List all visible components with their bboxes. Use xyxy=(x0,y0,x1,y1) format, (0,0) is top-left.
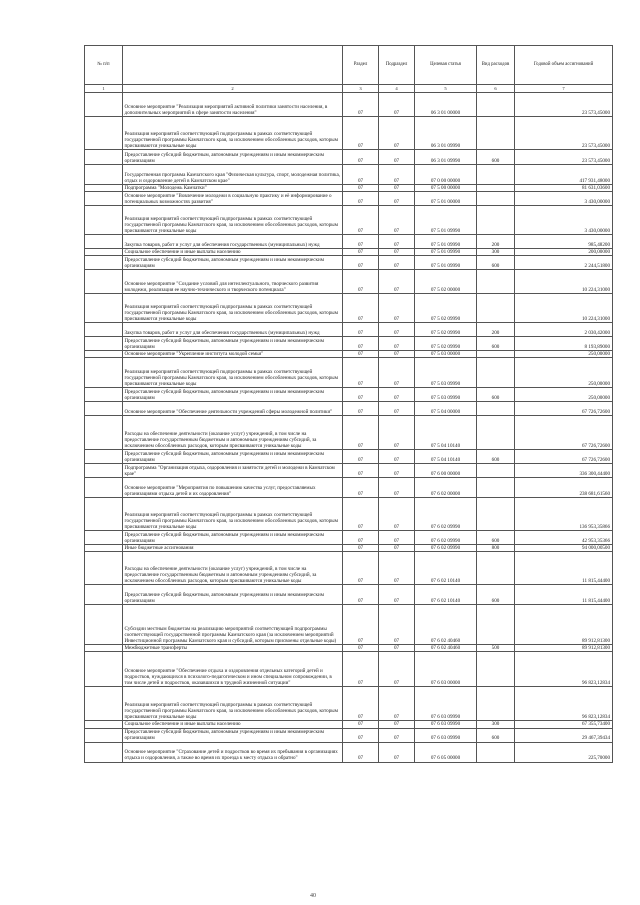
row-amount-cell: 417 931,48000 xyxy=(515,165,613,185)
header-subsection: Подраздел xyxy=(379,46,415,85)
index-cell: 4 xyxy=(379,85,415,93)
row-section-cell: 07 xyxy=(343,652,379,687)
header-section: Раздел xyxy=(343,46,379,85)
row-name-cell: Основное мероприятие "Обеспечение отдыха и оздоровления отдельных категорий детей и подростков, нуждающихся в психолого-педагогическом и ином специальном сопровождении, в том числе детей и подростков, оказавшихся в трудной жизненной ситуации" xyxy=(123,652,343,687)
row-target-article-cell: 07 6 02 09990 xyxy=(415,545,477,552)
row-target-article-cell: 07 6 02 10140 xyxy=(415,552,477,585)
row-target-article-cell: 07 6 02 00000 xyxy=(415,478,477,498)
row-subsection-cell: 07 xyxy=(379,150,415,165)
row-name-cell: Расходы на обеспечение деятельности (оказание услуг) учреждений, в том числе на предоставление государственным бюджетным и автономным учреждениям субсидий, за исключением обособленных расходов, которым присваиваются уникальные коды xyxy=(123,416,343,450)
row-name-cell: Основное мероприятие "Реализация мероприятий активной политики занятости населения, в дополнительных мероприятий в сфере занятости населения" xyxy=(123,93,343,117)
row-name-cell: Закупка товаров, работ и услуг для обеспечения государственных (муниципальных) нужд xyxy=(123,323,343,337)
row-section-cell: 07 xyxy=(343,645,379,652)
row-amount-cell: 89 912,81300 xyxy=(515,605,613,645)
row-name-cell: Основное мероприятие "Обеспечение деятельности учреждений сферы молодежной политики" xyxy=(123,402,343,416)
row-num-cell xyxy=(85,728,123,742)
row-amount-cell: 200,00000 xyxy=(515,249,613,256)
row-num-cell xyxy=(85,545,123,552)
row-name-cell: Социальное обеспечение и иные выплаты населению xyxy=(123,721,343,728)
row-target-article-cell: 07 5 01 09990 xyxy=(415,235,477,249)
row-section-cell: 07 xyxy=(343,388,379,402)
row-target-article-cell: 07 6 02 40460 xyxy=(415,645,477,652)
row-section-cell: 07 xyxy=(343,464,379,478)
row-num-cell xyxy=(85,249,123,256)
row-section-cell: 07 xyxy=(343,545,379,552)
row-num-cell xyxy=(85,185,123,192)
row-subsection-cell: 07 xyxy=(379,294,415,323)
table-row xyxy=(85,464,613,478)
row-section-cell: 07 xyxy=(343,498,379,531)
row-target-article-cell: 07 5 01 09990 xyxy=(415,256,477,270)
table-row xyxy=(85,498,613,531)
row-num-cell xyxy=(85,478,123,498)
row-num-cell xyxy=(85,552,123,585)
row-target-article-cell: 06 3 01 09990 xyxy=(415,150,477,165)
table-row xyxy=(85,416,613,450)
row-section-cell: 07 xyxy=(343,235,379,249)
row-amount-cell: 81 631,03600 xyxy=(515,185,613,192)
table-row xyxy=(85,742,613,762)
row-amount-cell: 250,00000 xyxy=(515,351,613,358)
row-section-cell: 07 xyxy=(343,185,379,192)
table-row xyxy=(85,402,613,416)
row-target-article-cell: 07 5 00 00000 xyxy=(415,185,477,192)
table-row xyxy=(85,358,613,388)
row-target-article-cell: 07 6 00 00000 xyxy=(415,464,477,478)
row-num-cell xyxy=(85,351,123,358)
row-target-article-cell: 07 6 03 09990 xyxy=(415,728,477,742)
row-name-cell: Реализация мероприятий соответствующей подпрограммы в рамках соответствующей государственной программы Камчатского края, за исключением обособленных расходов, которым присваиваются уникальные коды xyxy=(123,117,343,150)
row-name-cell: Основное мероприятие "Вовлечение молодежи в социальную практику и её информирование о потенциальных возможностях развития" xyxy=(123,192,343,206)
row-section-cell: 07 xyxy=(343,605,379,645)
row-subsection-cell: 07 xyxy=(379,531,415,545)
table-row xyxy=(85,294,613,323)
row-section-cell: 07 xyxy=(343,150,379,165)
row-amount-cell: 336 300,44400 xyxy=(515,464,613,478)
row-target-article-cell: 07 5 02 09990 xyxy=(415,337,477,351)
row-expense-type-cell: 600 xyxy=(477,337,515,351)
row-expense-type-cell xyxy=(477,402,515,416)
table-row xyxy=(85,605,613,645)
row-amount-cell: 2 244,51800 xyxy=(515,256,613,270)
row-amount-cell: 3 430,00000 xyxy=(515,206,613,235)
row-subsection-cell: 07 xyxy=(379,337,415,351)
row-name-cell: Предоставление субсидий бюджетным, автономным учреждениям и иным некоммерческим организациям xyxy=(123,150,343,165)
row-subsection-cell: 07 xyxy=(379,192,415,206)
row-name-cell: Предоставление субсидий бюджетным, автономным учреждениям и иным некоммерческим организациям xyxy=(123,531,343,545)
row-name-cell: Межбюджетные трансферты xyxy=(123,645,343,652)
row-num-cell xyxy=(85,358,123,388)
table-row xyxy=(85,478,613,498)
row-subsection-cell: 07 xyxy=(379,235,415,249)
row-section-cell: 07 xyxy=(343,478,379,498)
table-row xyxy=(85,687,613,721)
row-num-cell xyxy=(85,165,123,185)
row-amount-cell: 136 953,35866 xyxy=(515,498,613,531)
table-row xyxy=(85,652,613,687)
row-name-cell: Социальное обеспечение и иные выплаты населению xyxy=(123,249,343,256)
row-subsection-cell: 07 xyxy=(379,185,415,192)
row-expense-type-cell: 200 xyxy=(477,323,515,337)
row-target-article-cell: 07 5 03 09990 xyxy=(415,358,477,388)
page-number: 40 xyxy=(310,893,316,899)
table-row xyxy=(85,323,613,337)
index-cell: 7 xyxy=(515,85,613,93)
row-expense-type-cell: 300 xyxy=(477,721,515,728)
row-amount-cell: 985,48200 xyxy=(515,235,613,249)
row-expense-type-cell xyxy=(477,652,515,687)
row-subsection-cell: 07 xyxy=(379,117,415,150)
row-name-cell: Субсидии местным бюджетам на реализацию мероприятий соответствующей подпрограммы соответствующей государственной программы Камчатского края (за исключением мероприятий Инвестиционной программы Камчатского края и субсидий, которым присвоены отдельные коды) xyxy=(123,605,343,645)
row-section-cell: 07 xyxy=(343,402,379,416)
table-index-row xyxy=(85,85,613,93)
row-section-cell: 07 xyxy=(343,165,379,185)
row-target-article-cell: 07 5 01 09990 xyxy=(415,249,477,256)
row-name-cell: Основное мероприятие "Создание условий для интеллектуального, творческого развития молодежи, реализация ее научно-технического и творческого потенциала" xyxy=(123,270,343,294)
row-num-cell xyxy=(85,416,123,450)
row-subsection-cell: 07 xyxy=(379,545,415,552)
index-cell: 5 xyxy=(415,85,477,93)
row-expense-type-cell xyxy=(477,416,515,450)
row-num-cell xyxy=(85,117,123,150)
table-body xyxy=(85,93,613,763)
row-expense-type-cell: 600 xyxy=(477,531,515,545)
table-row xyxy=(85,552,613,585)
row-section-cell: 07 xyxy=(343,294,379,323)
row-section-cell: 07 xyxy=(343,249,379,256)
row-num-cell xyxy=(85,652,123,687)
row-expense-type-cell xyxy=(477,206,515,235)
row-name-cell: Предоставление субсидий бюджетным, автономным учреждениям и иным некоммерческим организациям xyxy=(123,450,343,464)
row-amount-cell: 94 000,00500 xyxy=(515,545,613,552)
row-num-cell xyxy=(85,388,123,402)
row-num-cell xyxy=(85,192,123,206)
row-name-cell: Государственная программа Камчатского края "Физическая культура, спорт, молодежная политика, отдых и оздоровление детей в Камчатском крае" xyxy=(123,165,343,185)
row-name-cell: Реализация мероприятий соответствующей подпрограммы в рамках соответствующей государственной программы Камчатского края, за исключением обособленных расходов, которым присваиваются уникальные коды xyxy=(123,687,343,721)
row-section-cell: 07 xyxy=(343,117,379,150)
row-num-cell xyxy=(85,721,123,728)
row-num-cell xyxy=(85,742,123,762)
row-section-cell: 07 xyxy=(343,270,379,294)
row-num-cell xyxy=(85,337,123,351)
row-subsection-cell: 07 xyxy=(379,652,415,687)
row-target-article-cell: 07 6 05 00000 xyxy=(415,742,477,762)
row-section-cell: 07 xyxy=(343,206,379,235)
row-target-article-cell: 07 5 02 09990 xyxy=(415,323,477,337)
row-amount-cell: 8 193,89000 xyxy=(515,337,613,351)
row-num-cell xyxy=(85,450,123,464)
table-row xyxy=(85,117,613,150)
table-row xyxy=(85,388,613,402)
table-row xyxy=(85,645,613,652)
row-expense-type-cell: 500 xyxy=(477,645,515,652)
row-target-article-cell: 07 5 04 00000 xyxy=(415,402,477,416)
row-amount-cell: 29 467,39434 xyxy=(515,728,613,742)
row-expense-type-cell xyxy=(477,464,515,478)
row-subsection-cell: 07 xyxy=(379,721,415,728)
row-expense-type-cell: 600 xyxy=(477,256,515,270)
row-section-cell: 07 xyxy=(343,721,379,728)
row-expense-type-cell xyxy=(477,185,515,192)
budget-table xyxy=(84,45,613,763)
row-target-article-cell: 07 6 03 09990 xyxy=(415,721,477,728)
row-num-cell xyxy=(85,687,123,721)
table-row xyxy=(85,450,613,464)
row-section-cell: 07 xyxy=(343,531,379,545)
table-row xyxy=(85,256,613,270)
row-expense-type-cell: 600 xyxy=(477,585,515,605)
row-section-cell: 07 xyxy=(343,728,379,742)
row-num-cell xyxy=(85,150,123,165)
row-num-cell xyxy=(85,645,123,652)
table-row xyxy=(85,728,613,742)
row-subsection-cell: 07 xyxy=(379,206,415,235)
row-expense-type-cell: 600 xyxy=(477,450,515,464)
row-section-cell: 07 xyxy=(343,93,379,117)
row-expense-type-cell xyxy=(477,742,515,762)
row-amount-cell: 23 573,45000 xyxy=(515,93,613,117)
row-expense-type-cell xyxy=(477,351,515,358)
row-section-cell: 07 xyxy=(343,687,379,721)
row-expense-type-cell xyxy=(477,93,515,117)
row-name-cell: Подпрограмма "Организация отдыха, оздоровления и занятости детей и молодежи в Камчатском крае" xyxy=(123,464,343,478)
row-expense-type-cell: 600 xyxy=(477,728,515,742)
row-target-article-cell: 07 6 02 09990 xyxy=(415,498,477,531)
row-num-cell xyxy=(85,270,123,294)
row-amount-cell: 2 030,42000 xyxy=(515,323,613,337)
row-expense-type-cell: 300 xyxy=(477,249,515,256)
row-target-article-cell: 07 5 03 00000 xyxy=(415,351,477,358)
row-subsection-cell: 07 xyxy=(379,256,415,270)
row-amount-cell: 11 815,44400 xyxy=(515,585,613,605)
row-section-cell: 07 xyxy=(343,416,379,450)
row-expense-type-cell xyxy=(477,552,515,585)
row-expense-type-cell xyxy=(477,358,515,388)
table-row xyxy=(85,351,613,358)
row-name-cell: Реализация мероприятий соответствующей подпрограммы в рамках соответствующей государственной программы Камчатского края, за исключением обособленных расходов, которым присваиваются уникальные коды xyxy=(123,498,343,531)
row-subsection-cell: 07 xyxy=(379,402,415,416)
row-target-article-cell: 07 5 03 09990 xyxy=(415,388,477,402)
header-annual-amount: Годовой объем ассигнований xyxy=(515,46,613,85)
index-cell: 6 xyxy=(477,85,515,93)
row-target-article-cell: 07 6 02 40460 xyxy=(415,605,477,645)
table-row xyxy=(85,235,613,249)
row-expense-type-cell xyxy=(477,294,515,323)
row-name-cell: Иные бюджетные ассигнования xyxy=(123,545,343,552)
row-target-article-cell: 07 6 03 00000 xyxy=(415,652,477,687)
row-name-cell: Предоставление субсидий бюджетным, автономным учреждениям и иным некоммерческим организациям xyxy=(123,337,343,351)
row-expense-type-cell xyxy=(477,478,515,498)
row-num-cell xyxy=(85,402,123,416)
row-amount-cell: 10 224,31000 xyxy=(515,294,613,323)
row-amount-cell: 10 224,31000 xyxy=(515,270,613,294)
row-expense-type-cell: 600 xyxy=(477,150,515,165)
row-subsection-cell: 07 xyxy=(379,464,415,478)
row-expense-type-cell xyxy=(477,605,515,645)
row-section-cell: 07 xyxy=(343,192,379,206)
table-header-row xyxy=(85,46,613,85)
row-amount-cell: 96 823,12834 xyxy=(515,687,613,721)
row-name-cell: Основное мероприятие "Страхование детей и подростков во время их пребывания в организациях отдыха и оздоровления, а также во время их проезда к месту отдыха и обратно" xyxy=(123,742,343,762)
row-num-cell xyxy=(85,206,123,235)
row-name-cell: Предоставление субсидий бюджетным, автономным учреждениям и иным некоммерческим организациям xyxy=(123,728,343,742)
row-subsection-cell: 07 xyxy=(379,645,415,652)
row-num-cell xyxy=(85,294,123,323)
row-subsection-cell: 07 xyxy=(379,416,415,450)
table-row xyxy=(85,93,613,117)
row-section-cell: 07 xyxy=(343,256,379,270)
row-section-cell: 07 xyxy=(343,585,379,605)
row-num-cell xyxy=(85,498,123,531)
row-amount-cell: 67 355,73400 xyxy=(515,721,613,728)
row-expense-type-cell: 600 xyxy=(477,388,515,402)
row-amount-cell: 225,70000 xyxy=(515,742,613,762)
row-subsection-cell: 07 xyxy=(379,498,415,531)
row-subsection-cell: 07 xyxy=(379,450,415,464)
table-row xyxy=(85,206,613,235)
row-expense-type-cell xyxy=(477,498,515,531)
row-target-article-cell: 07 0 00 00000 xyxy=(415,165,477,185)
row-section-cell: 07 xyxy=(343,337,379,351)
row-expense-type-cell xyxy=(477,270,515,294)
row-subsection-cell: 07 xyxy=(379,585,415,605)
row-name-cell: Реализация мероприятий соответствующей подпрограммы в рамках соответствующей государственной программы Камчатского края, за исключением обособленных расходов, которым присваиваются уникальные коды xyxy=(123,294,343,323)
row-name-cell: Реализация мероприятий соответствующей подпрограммы в рамках соответствующей государственной программы Камчатского края, за исключением обособленных расходов, которым присваиваются уникальные коды xyxy=(123,206,343,235)
row-section-cell: 07 xyxy=(343,742,379,762)
row-amount-cell: 67 726,72600 xyxy=(515,402,613,416)
row-target-article-cell: 07 5 02 00000 xyxy=(415,270,477,294)
row-section-cell: 07 xyxy=(343,450,379,464)
row-target-article-cell: 07 5 01 09990 xyxy=(415,206,477,235)
table-row xyxy=(85,165,613,185)
row-subsection-cell: 07 xyxy=(379,742,415,762)
row-subsection-cell: 07 xyxy=(379,351,415,358)
row-num-cell xyxy=(85,323,123,337)
budget-table-page xyxy=(84,45,612,763)
row-subsection-cell: 07 xyxy=(379,478,415,498)
row-name-cell: Предоставление субсидий бюджетным, автономным учреждениям и иным некоммерческим организациям xyxy=(123,585,343,605)
table-row xyxy=(85,249,613,256)
row-name-cell: Реализация мероприятий соответствующей подпрограммы в рамках соответствующей государственной программы Камчатского края, за исключением обособленных расходов, которым присваиваются уникальные коды xyxy=(123,358,343,388)
row-num-cell xyxy=(85,464,123,478)
row-expense-type-cell xyxy=(477,687,515,721)
table-row xyxy=(85,150,613,165)
row-target-article-cell: 07 5 04 10140 xyxy=(415,450,477,464)
row-num-cell xyxy=(85,256,123,270)
row-name-cell: Закупка товаров, работ и услуг для обеспечения государственных (муниципальных) нужд xyxy=(123,235,343,249)
header-target-article: Целевая статья xyxy=(415,46,477,85)
header-expense-type: Вид расходов xyxy=(477,46,515,85)
row-subsection-cell: 07 xyxy=(379,388,415,402)
table-row xyxy=(85,721,613,728)
row-amount-cell: 23 573,45000 xyxy=(515,117,613,150)
index-cell: 1 xyxy=(85,85,123,93)
row-subsection-cell: 07 xyxy=(379,687,415,721)
row-name-cell: Предоставление субсидий бюджетным, автономным учреждениям и иным некоммерческим организациям xyxy=(123,388,343,402)
row-target-article-cell: 07 6 02 09990 xyxy=(415,531,477,545)
row-num-cell xyxy=(85,585,123,605)
row-amount-cell: 3 430,00000 xyxy=(515,192,613,206)
table-row xyxy=(85,270,613,294)
row-subsection-cell: 07 xyxy=(379,270,415,294)
row-num-cell xyxy=(85,93,123,117)
table-row xyxy=(85,545,613,552)
row-section-cell: 07 xyxy=(343,351,379,358)
row-amount-cell: 238 681,61560 xyxy=(515,478,613,498)
row-amount-cell: 42 953,35366 xyxy=(515,531,613,545)
row-expense-type-cell xyxy=(477,165,515,185)
row-expense-type-cell: 800 xyxy=(477,545,515,552)
row-target-article-cell: 06 3 01 00000 xyxy=(415,93,477,117)
row-subsection-cell: 07 xyxy=(379,323,415,337)
row-amount-cell: 250,00000 xyxy=(515,388,613,402)
row-num-cell xyxy=(85,235,123,249)
row-section-cell: 07 xyxy=(343,323,379,337)
row-subsection-cell: 07 xyxy=(379,93,415,117)
row-amount-cell: 23 573,45000 xyxy=(515,150,613,165)
row-amount-cell: 67 726,72600 xyxy=(515,450,613,464)
row-amount-cell: 11 815,44400 xyxy=(515,552,613,585)
row-subsection-cell: 07 xyxy=(379,165,415,185)
row-target-article-cell: 07 6 02 10140 xyxy=(415,585,477,605)
row-amount-cell: 67 726,72600 xyxy=(515,416,613,450)
row-name-cell: Основное мероприятие "Мероприятия по повышению качества услуг, предоставляемых организациями отдыха детей и их оздоровления" xyxy=(123,478,343,498)
table-row xyxy=(85,192,613,206)
row-subsection-cell: 07 xyxy=(379,552,415,585)
table-row xyxy=(85,585,613,605)
row-target-article-cell: 07 5 01 00000 xyxy=(415,192,477,206)
row-name-cell: Подпрограмма "Молодежь Камчатки" xyxy=(123,185,343,192)
row-subsection-cell: 07 xyxy=(379,358,415,388)
index-cell: 3 xyxy=(343,85,379,93)
row-amount-cell: 96 823,12834 xyxy=(515,652,613,687)
row-name-cell: Основное мероприятие "Укрепление института молодой семьи" xyxy=(123,351,343,358)
table-row xyxy=(85,185,613,192)
row-section-cell: 07 xyxy=(343,358,379,388)
row-section-cell: 07 xyxy=(343,552,379,585)
row-expense-type-cell xyxy=(477,117,515,150)
row-subsection-cell: 07 xyxy=(379,249,415,256)
row-expense-type-cell xyxy=(477,192,515,206)
header-name xyxy=(123,46,343,85)
row-target-article-cell: 07 5 02 09990 xyxy=(415,294,477,323)
row-expense-type-cell: 200 xyxy=(477,235,515,249)
row-amount-cell: 250,00000 xyxy=(515,358,613,388)
row-target-article-cell: 06 3 01 09990 xyxy=(415,117,477,150)
row-target-article-cell: 07 5 04 10140 xyxy=(415,416,477,450)
row-subsection-cell: 07 xyxy=(379,728,415,742)
row-name-cell: Расходы на обеспечение деятельности (оказание услуг) учреждений, в том числе на предоставление государственным бюджетным и автономным учреждениям субсидий, за исключением обособленных расходов, которым присваиваются уникальные коды xyxy=(123,552,343,585)
row-target-article-cell: 07 6 03 09990 xyxy=(415,687,477,721)
row-num-cell xyxy=(85,531,123,545)
table-row xyxy=(85,531,613,545)
row-name-cell: Предоставление субсидий бюджетным, автономным учреждениям и иным некоммерческим организациям xyxy=(123,256,343,270)
row-num-cell xyxy=(85,605,123,645)
row-subsection-cell: 07 xyxy=(379,605,415,645)
table-row xyxy=(85,337,613,351)
row-amount-cell: 89 912,81300 xyxy=(515,645,613,652)
index-cell: 2 xyxy=(123,85,343,93)
header-num: № п/п xyxy=(85,46,123,85)
